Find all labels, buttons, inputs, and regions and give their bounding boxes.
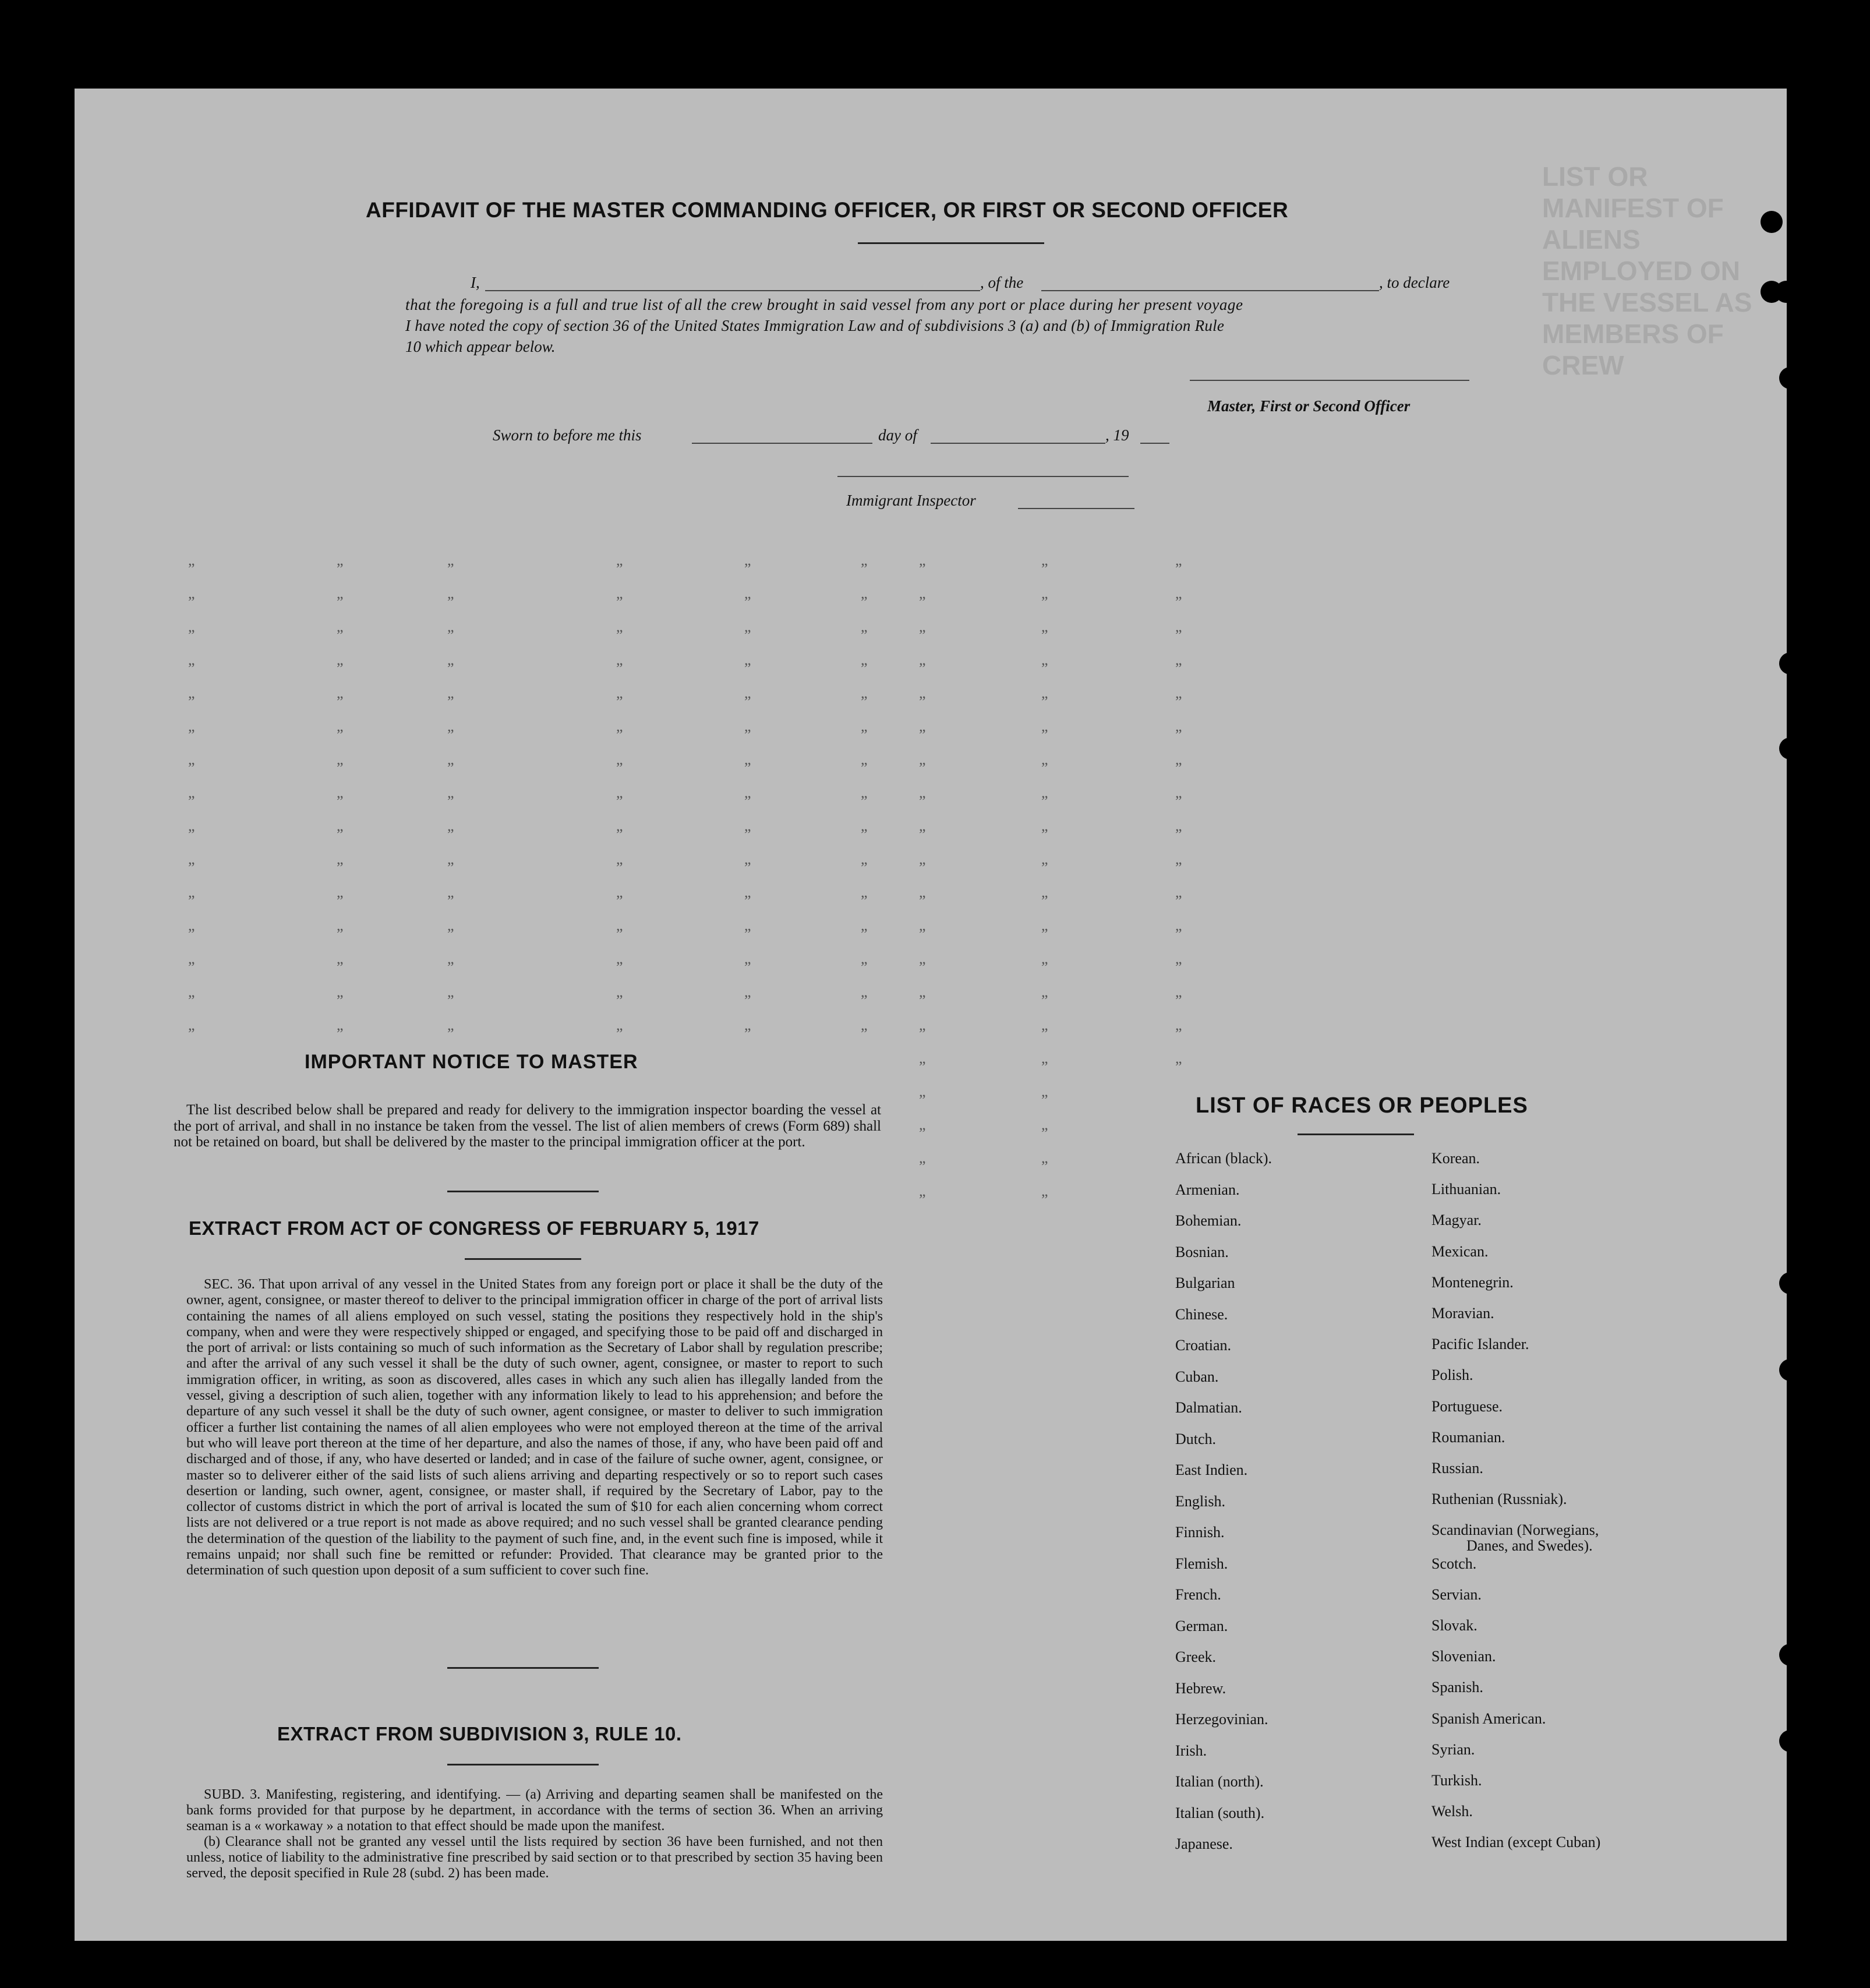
ditto-mark: ”	[1175, 859, 1182, 876]
ditto-mark: ”	[1041, 859, 1048, 876]
ditto-mark: ”	[616, 1025, 623, 1042]
race-item: Mexican.	[1431, 1242, 1489, 1260]
race-item: Pacific Islander.	[1431, 1336, 1529, 1353]
sworn-day-of: day of	[878, 426, 917, 444]
ditto-mark: ”	[861, 793, 868, 810]
ditto-mark: ”	[616, 594, 623, 610]
ditto-mark: ”	[1041, 560, 1048, 577]
ditto-mark: ”	[919, 760, 926, 776]
ditto-mark: ”	[919, 560, 926, 577]
ditto-mark: ”	[1041, 1058, 1048, 1075]
ditto-mark: ”	[861, 693, 868, 710]
ditto-mark: ”	[861, 660, 868, 677]
ditto-mark: ”	[1175, 992, 1182, 1009]
ditto-mark: ”	[1175, 1025, 1182, 1042]
affidavit-name-line	[485, 290, 980, 291]
act-title: EXTRACT FROM ACT OF CONGRESS OF FEBRUARY 5, 1917	[189, 1217, 759, 1239]
ditto-mark: ”	[861, 859, 868, 876]
ditto-mark: ”	[1041, 594, 1048, 610]
ditto-mark: ”	[337, 660, 344, 677]
ditto-mark: ”	[616, 793, 623, 810]
race-item: Herzegovinian.	[1175, 1711, 1268, 1728]
ditto-mark: ”	[861, 627, 868, 644]
ditto-mark: ”	[919, 627, 926, 644]
race-item: Welsh.	[1431, 1803, 1473, 1820]
signature-line	[1190, 380, 1469, 381]
rule-paragraph-a: SUBD. 3. Manifesting, registering, and identifying. — (a) Arriving and departing seamen shall be manifested on the bank forms provided for that purpose by he department, in accordance with the terms of section 36. When an arriving seaman is a « workaway » a notation to that effect should be made upon the manifest.	[186, 1787, 883, 1834]
ditto-mark: ”	[188, 660, 195, 677]
ditto-mark: ”	[337, 959, 344, 976]
ditto-mark: ”	[1175, 959, 1182, 976]
ditto-mark: ”	[1175, 926, 1182, 942]
ditto-mark: ”	[447, 726, 454, 743]
ditto-mark: ”	[616, 926, 623, 942]
ditto-mark: ”	[1175, 826, 1182, 843]
race-item: Scotch.	[1431, 1555, 1477, 1572]
ditto-mark: ”	[1175, 627, 1182, 644]
rule-title: EXTRACT FROM SUBDIVISION 3, RULE 10.	[277, 1723, 682, 1745]
ditto-mark: ”	[744, 560, 751, 577]
ditto-mark: ”	[337, 793, 344, 810]
ditto-mark: ”	[447, 959, 454, 976]
race-item: Turkish.	[1431, 1772, 1482, 1789]
ditto-mark: ”	[1175, 1058, 1182, 1075]
ditto-mark: ”	[337, 726, 344, 743]
affidavit-i: I,	[471, 274, 480, 291]
ditto-mark: ”	[447, 992, 454, 1009]
ditto-mark: ”	[744, 594, 751, 610]
ditto-mark: ”	[919, 826, 926, 843]
ditto-mark: ”	[447, 793, 454, 810]
ditto-mark: ”	[744, 760, 751, 776]
ditto-mark: ”	[337, 926, 344, 942]
race-item: East Indien.	[1175, 1461, 1248, 1478]
ditto-mark: ”	[616, 959, 623, 976]
inspector-label-line	[1018, 508, 1134, 509]
races-title-rule	[1298, 1134, 1414, 1135]
ditto-mark: ”	[861, 892, 868, 909]
ditto-mark: ”	[188, 892, 195, 909]
race-item: Scandinavian (Norwegians,	[1431, 1521, 1599, 1539]
ditto-mark: ”	[447, 892, 454, 909]
ditto-mark: ”	[337, 992, 344, 1009]
ditto-mark: ”	[616, 627, 623, 644]
race-item: English.	[1175, 1492, 1225, 1510]
race-item: Lithuanian.	[1431, 1181, 1501, 1198]
notice-text	[174, 1102, 881, 1150]
ditto-mark: ”	[616, 726, 623, 743]
ditto-mark: ”	[447, 693, 454, 710]
ditto-mark: ”	[919, 859, 926, 876]
notice-rule	[447, 1191, 599, 1192]
punch-hole	[1779, 652, 1801, 675]
ditto-mark: ”	[616, 992, 623, 1009]
ditto-mark: ”	[188, 560, 195, 577]
ditto-mark: ”	[1175, 793, 1182, 810]
punch-hole	[1779, 367, 1801, 389]
ditto-mark: ”	[919, 892, 926, 909]
ditto-mark: ”	[337, 693, 344, 710]
ditto-mark: ”	[447, 859, 454, 876]
ditto-mark: ”	[188, 959, 195, 976]
ditto-mark: ”	[616, 560, 623, 577]
race-item: Slovenian.	[1431, 1648, 1496, 1665]
race-item: Japanese.	[1175, 1835, 1233, 1852]
race-item: Cuban.	[1175, 1368, 1219, 1385]
race-item: Korean.	[1431, 1150, 1480, 1167]
ditto-mark: ”	[861, 760, 868, 776]
ditto-mark: ”	[337, 826, 344, 843]
ditto-mark: ”	[1175, 892, 1182, 909]
ditto-mark: ”	[1175, 560, 1182, 577]
punch-hole	[1779, 1644, 1801, 1666]
ditto-mark: ”	[919, 793, 926, 810]
sworn-day-line	[692, 443, 872, 444]
ditto-mark: ”	[744, 726, 751, 743]
race-item: Bohemian.	[1175, 1212, 1242, 1229]
ditto-mark: ”	[188, 992, 195, 1009]
ditto-mark: ”	[1041, 693, 1048, 710]
act-text	[186, 1277, 883, 1579]
ditto-mark: ”	[447, 594, 454, 610]
ditto-mark: ”	[744, 859, 751, 876]
ditto-mark: ”	[919, 959, 926, 976]
ditto-mark: ”	[337, 892, 344, 909]
ditto-mark: ”	[1175, 726, 1182, 743]
ditto-mark: ”	[337, 560, 344, 577]
race-item: Spanish American.	[1431, 1710, 1546, 1727]
race-item: Croatian.	[1175, 1337, 1232, 1354]
ditto-mark: ”	[188, 726, 195, 743]
race-item: Roumanian.	[1431, 1428, 1505, 1446]
race-item: Italian (north).	[1175, 1773, 1264, 1790]
ditto-mark: ”	[447, 660, 454, 677]
bleed-through-heading: LIST OR MANIFEST OF ALIENS EMPLOYED ON THE VESSEL AS MEMBERS OF CREW	[1542, 161, 1752, 380]
ditto-mark: ”	[861, 992, 868, 1009]
ditto-mark: ”	[1041, 1025, 1048, 1042]
sworn-before-label: Sworn to before me this	[493, 426, 642, 444]
ditto-mark: ”	[188, 627, 195, 644]
act-paragraph: SEC. 36. That upon arrival of any vessel in the United States from any foreign port or place it shall be the duty of the owner, agent, consignee, or master thereof to deliver to the principal immigration officer in charge of the port of arrival lists containing the names of all aliens employed on such vessel, stating the positions they respectively hold in the ship's company, when and were they were respectively shipped or engaged, and specifying those to be paid off and discharged in the port of arrival: or lists containing so much of such information as the Secretary of Labor shall by regulation prescribe; and after the arrival of any such vessel it shall be the duty of such owner, agent, consignee, or master to report to such immigration officer, in writing, as soon as discovered, alles cases in which any such alien has illegally landed from the vessel, giving a description of such alien, together with any information likely to lead to his apprehension; and before the departure of any such vessel it shall be the duty of such owner, agent consignee, or master to deliver to such immigration officer a further list containing the names of all alien employees who were not employed thereon at the time of the arrival but who will leave port thereon at the time of her departure, and also the names of those, if any, who have been paid off and discharged and of those, if any, who have deserted or landed; and in case of the failure of suche owner, agent, consignee, or master so to deliverer either of the said lists of such aliens arriving and departing respectively or so to report such cases desertion or landing, such owner, agent, consignee, or master shall, if required by the Secretary of Labor, pay to the collector of customs district in which the port of arrival is located the sum of $10 for each alien concerning whom correct lists are not delivered or a true report is not made as above required; and no such vessel shall be granted clearance pending the determination of the question of the liability to the payment of such fine, and, in the event such fine is imposed, while it remains unpaid; nor shall such fine be remitted or refunder: Provided. That clearance may be granted prior to the determination of such question upon deposit of a sum sufficient to cover such fine.	[186, 1277, 883, 1579]
ditto-mark: ”	[861, 726, 868, 743]
ditto-mark: ”	[744, 959, 751, 976]
ditto-mark: ”	[1041, 1092, 1048, 1108]
ditto-mark: ”	[861, 926, 868, 942]
ditto-mark: ”	[744, 627, 751, 644]
ditto-mark: ”	[1041, 627, 1048, 644]
affidavit-title-rule	[858, 242, 1044, 244]
sworn-year-line	[1140, 443, 1169, 444]
rule-text	[186, 1787, 883, 1881]
ditto-mark: ”	[919, 726, 926, 743]
rule-paragraph-b: (b) Clearance shall not be granted any vessel until the lists required by section 36 have been furnished, and not then unless, notice of liability to the administrative fine prescribed by said section or to that prescribed by section 35 having been served, the deposit specified in Rule 28 (subd. 2) has been made.	[186, 1834, 883, 1881]
race-item: Bulgarian	[1175, 1274, 1235, 1291]
affidavit-line-3: I have noted the copy of section 36 of the United States Immigration Law and of subdivisions 3 (a) and (b) of Immigration Rule	[405, 317, 1225, 334]
ditto-mark: ”	[919, 1158, 926, 1175]
affidavit-vessel-line	[1041, 290, 1379, 291]
ditto-mark: ”	[447, 560, 454, 577]
ditto-mark: ”	[1041, 826, 1048, 843]
ditto-mark: ”	[1041, 992, 1048, 1009]
race-item: Slovak.	[1431, 1617, 1477, 1634]
ditto-mark: ”	[1041, 660, 1048, 677]
race-item: Finnish.	[1175, 1524, 1225, 1541]
act-title-rule	[465, 1258, 581, 1260]
punch-hole	[1761, 211, 1783, 233]
race-item: Italian (south).	[1175, 1804, 1265, 1821]
ditto-mark: ”	[188, 1025, 195, 1042]
punch-hole	[1779, 1730, 1801, 1752]
ditto-mark: ”	[919, 926, 926, 942]
race-item: Flemish.	[1175, 1555, 1228, 1572]
punch-hole	[1779, 737, 1801, 760]
ditto-mark: ”	[337, 627, 344, 644]
ditto-mark: ”	[1041, 726, 1048, 743]
ditto-mark: ”	[1041, 1158, 1048, 1175]
notice-paragraph: The list described below shall be prepared and ready for delivery to the immigration inspector boarding the vessel at the port of arrival, and shall in no instance be taken from the vessel. The list of alien members of crews (Form 689) shall not be retained on board, but shall be delivered by the master to the principal immigration officer at the port.	[174, 1102, 881, 1150]
race-item: West Indian (except Cuban)	[1431, 1834, 1601, 1851]
punch-hole	[1779, 1272, 1801, 1294]
ditto-mark: ”	[188, 594, 195, 610]
ditto-mark: ”	[744, 793, 751, 810]
affidavit-line-4: 10 which appear below.	[405, 338, 556, 355]
ditto-mark: ”	[744, 992, 751, 1009]
ditto-mark: ”	[919, 1058, 926, 1075]
race-item: Danes, and Swedes).	[1466, 1537, 1593, 1555]
race-item: German.	[1175, 1617, 1228, 1634]
ditto-mark: ”	[744, 693, 751, 710]
ditto-mark: ”	[744, 926, 751, 942]
race-item: Chinese.	[1175, 1305, 1228, 1323]
race-item: Russian.	[1431, 1460, 1483, 1477]
race-item: Servian.	[1431, 1586, 1482, 1603]
ditto-mark: ”	[1175, 660, 1182, 677]
sworn-month-line	[931, 443, 1105, 444]
race-item: Greek.	[1175, 1648, 1217, 1665]
ditto-mark: ”	[616, 859, 623, 876]
race-item: Hebrew.	[1175, 1679, 1226, 1697]
ditto-mark: ”	[744, 1025, 751, 1042]
ditto-mark: ”	[188, 760, 195, 776]
ditto-mark: ”	[188, 926, 195, 942]
ditto-mark: ”	[861, 560, 868, 577]
ditto-mark: ”	[188, 859, 195, 876]
ditto-mark: ”	[447, 760, 454, 776]
ditto-mark: ”	[337, 760, 344, 776]
ditto-mark: ”	[616, 693, 623, 710]
ditto-mark: ”	[1041, 959, 1048, 976]
affidavit-of-the: , of the	[980, 274, 1024, 291]
race-item: Ruthenian (Russniak).	[1431, 1491, 1567, 1508]
race-item: African (black).	[1175, 1150, 1272, 1167]
ditto-mark: ”	[861, 959, 868, 976]
affidavit-declare: , to declare	[1379, 274, 1450, 291]
ditto-mark: ”	[616, 660, 623, 677]
ditto-mark: ”	[919, 660, 926, 677]
ditto-mark: ”	[919, 693, 926, 710]
sworn-year: , 19	[1105, 426, 1129, 444]
ditto-mark: ”	[1175, 760, 1182, 776]
ditto-mark: ”	[616, 760, 623, 776]
ditto-mark: ”	[1041, 793, 1048, 810]
ditto-mark: ”	[337, 859, 344, 876]
race-item: French.	[1175, 1586, 1221, 1603]
ditto-mark: ”	[337, 594, 344, 610]
signature-label: Master, First or Second Officer	[1207, 397, 1411, 415]
ditto-mark: ”	[188, 826, 195, 843]
race-item: Portuguese.	[1431, 1397, 1503, 1415]
races-title: LIST OF RACES OR PEOPLES	[1196, 1093, 1528, 1118]
notice-title: IMPORTANT NOTICE TO MASTER	[305, 1051, 638, 1073]
ditto-mark: ”	[1041, 760, 1048, 776]
ditto-mark: ”	[919, 992, 926, 1009]
ditto-mark: ”	[919, 1025, 926, 1042]
manifest-back-page	[75, 89, 1787, 1941]
race-item: Polish.	[1431, 1366, 1473, 1384]
ditto-mark: ”	[337, 1025, 344, 1042]
ditto-mark: ”	[744, 892, 751, 909]
ditto-mark: ”	[744, 660, 751, 677]
ditto-mark: ”	[1041, 892, 1048, 909]
inspector-signature-line	[837, 476, 1129, 477]
ditto-mark: ”	[447, 1025, 454, 1042]
race-item: Irish.	[1175, 1742, 1207, 1759]
affidavit-title: AFFIDAVIT OF THE MASTER COMMANDING OFFICER, OR FIRST OR SECOND OFFICER	[366, 198, 1289, 222]
ditto-mark: ”	[1041, 1191, 1048, 1208]
ditto-mark: ”	[188, 693, 195, 710]
inspector-label: Immigrant Inspector	[846, 492, 976, 509]
ditto-mark: ”	[616, 826, 623, 843]
ditto-mark: ”	[616, 892, 623, 909]
ditto-mark: ”	[919, 594, 926, 610]
punch-hole	[1779, 1359, 1801, 1381]
ditto-mark: ”	[861, 826, 868, 843]
race-item: Magyar.	[1431, 1212, 1482, 1229]
race-item: Dutch.	[1175, 1430, 1217, 1447]
punch-hole	[1775, 281, 1797, 303]
ditto-mark: ”	[861, 1025, 868, 1042]
race-item: Syrian.	[1431, 1740, 1475, 1758]
act-end-rule	[447, 1667, 599, 1669]
race-item: Armenian.	[1175, 1181, 1240, 1198]
race-item: Bosnian.	[1175, 1243, 1229, 1260]
race-item: Dalmatian.	[1175, 1399, 1242, 1416]
ditto-mark: ”	[1175, 594, 1182, 610]
ditto-mark: ”	[1175, 693, 1182, 710]
ditto-mark: ”	[188, 793, 195, 810]
rule-title-rule	[447, 1764, 599, 1765]
ditto-mark: ”	[919, 1092, 926, 1108]
race-item: Moravian.	[1431, 1305, 1494, 1322]
ditto-mark: ”	[744, 826, 751, 843]
ditto-mark: ”	[1041, 1125, 1048, 1142]
race-item: Spanish.	[1431, 1679, 1483, 1696]
ditto-mark: ”	[447, 826, 454, 843]
ditto-mark: ”	[447, 627, 454, 644]
ditto-mark: ”	[919, 1191, 926, 1208]
ditto-mark: ”	[919, 1125, 926, 1142]
ditto-mark: ”	[861, 594, 868, 610]
affidavit-line-2: that the foregoing is a full and true list of all the crew brought in said vessel from any port or place during her present voyage	[405, 296, 1243, 313]
race-item: Montenegrin.	[1431, 1273, 1514, 1291]
ditto-mark: ”	[447, 926, 454, 942]
ditto-mark: ”	[1041, 926, 1048, 942]
